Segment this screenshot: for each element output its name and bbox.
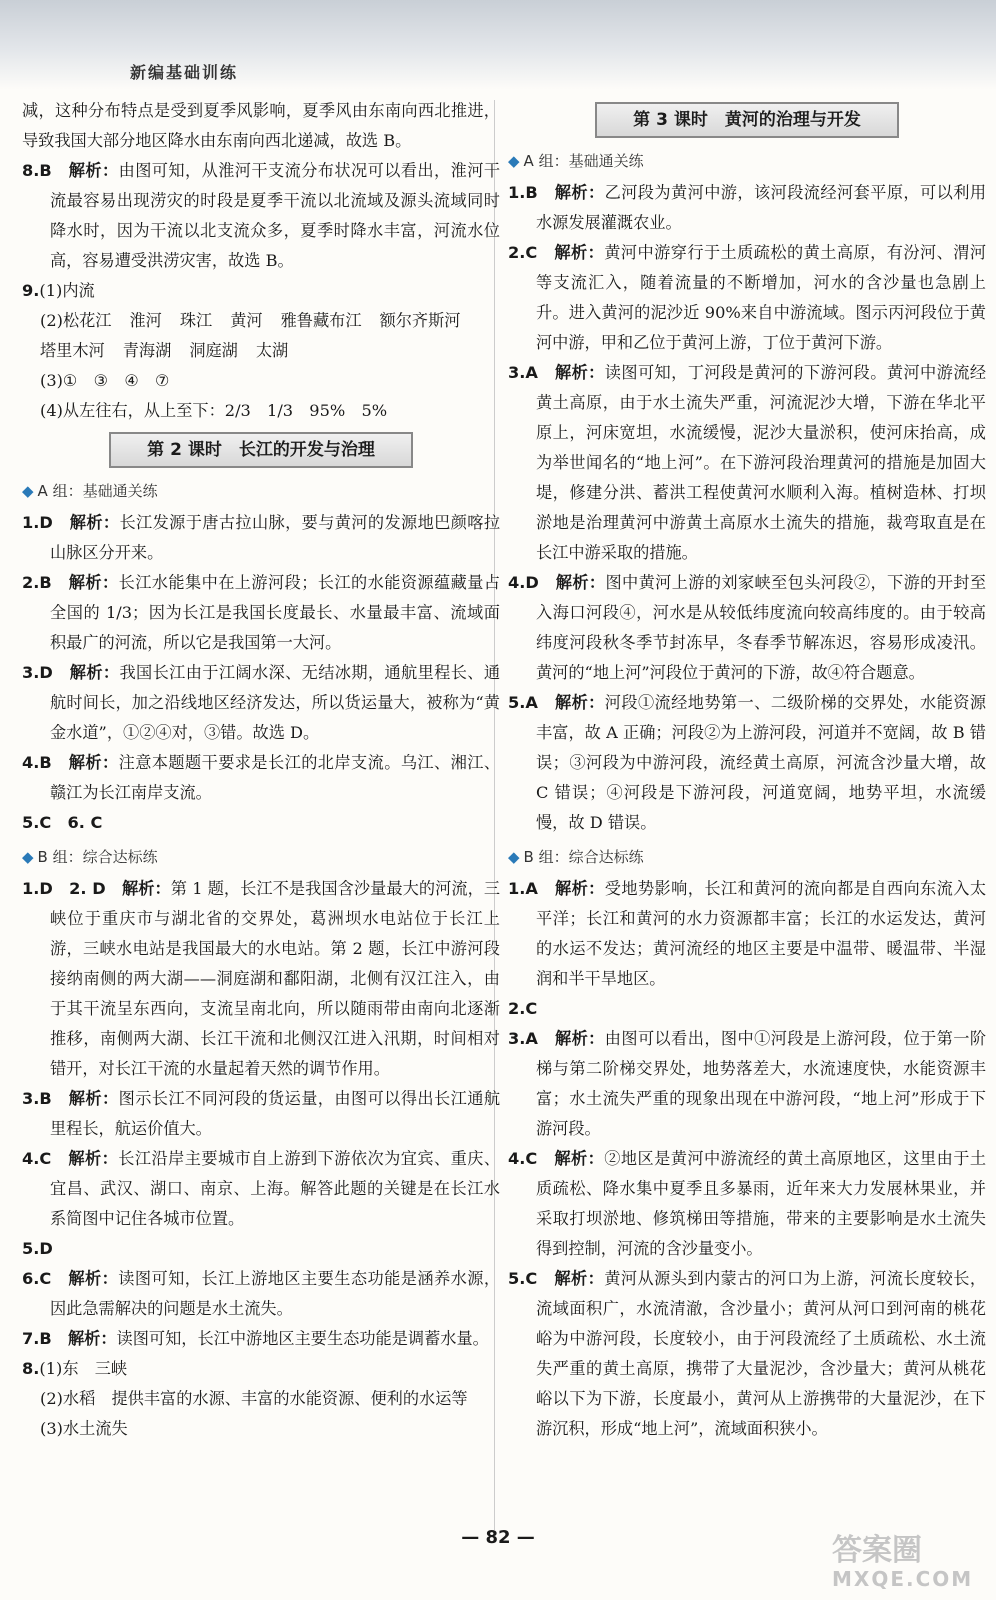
lesson2-b-item-7 bbox=[22, 1324, 500, 1354]
item-number: 4. bbox=[22, 753, 40, 772]
item-answer: D bbox=[39, 663, 53, 682]
item-number: 4. bbox=[508, 1149, 526, 1168]
diamond-icon: ◆ bbox=[22, 848, 34, 866]
analysis-label: 解析： bbox=[122, 879, 171, 898]
page-number: — 82 — bbox=[461, 1527, 535, 1548]
analysis-text: 注意本题题干要求是长江的北岸支流。乌江、湘江、赣江为长江南岸支流。 bbox=[50, 753, 501, 802]
group-a-heading bbox=[22, 476, 500, 506]
item-answer: B bbox=[39, 753, 52, 772]
watermark-logo-text: 答案圈 bbox=[832, 1533, 922, 1568]
intro-paragraph: 减，这种分布特点是受到夏季风影响，夏季风由东南向西北推进，导致我国大部分地区降水由东南向西北递减，故选 B。 bbox=[22, 101, 500, 150]
analysis-label: 解析： bbox=[554, 1269, 605, 1288]
item-number: 8. bbox=[22, 161, 40, 180]
lesson3-a-item-1 bbox=[508, 178, 986, 238]
lesson3-a-item-2 bbox=[508, 238, 986, 358]
item-number: 5. bbox=[508, 693, 526, 712]
item-number: 1. bbox=[22, 513, 40, 532]
analysis-label: 解析： bbox=[554, 243, 605, 262]
diamond-icon: ◆ bbox=[508, 152, 520, 170]
item-number: 3. bbox=[22, 1089, 40, 1108]
item-number: 1. bbox=[22, 879, 40, 898]
item-9-part-3: (3)① ③ ④ ⑦ bbox=[40, 371, 170, 390]
item-number: 2. bbox=[22, 573, 40, 592]
lesson2-b-item-3 bbox=[22, 1084, 500, 1144]
group-a-heading bbox=[508, 146, 986, 176]
lake-name: 太湖 bbox=[255, 341, 289, 360]
lesson2-b-item-1-2 bbox=[22, 874, 500, 1084]
item-number: 5. bbox=[22, 813, 40, 832]
item-answer: A bbox=[525, 1029, 538, 1048]
analysis-label: 解析： bbox=[68, 161, 119, 180]
analysis-text: 长江水能集中在上游河段；长江的水能资源蕴藏量占全国的 1/3；因为长江是我国长度最长、水量最丰富、流域面积最广的河流，所以它是我国第一大河。 bbox=[50, 573, 501, 652]
group-b-heading bbox=[22, 842, 500, 872]
item-9-part-2 bbox=[22, 306, 500, 366]
lesson3-b-item-2 bbox=[508, 994, 986, 1024]
lesson3-b-item-3 bbox=[508, 1024, 986, 1144]
lesson3-b-item-5 bbox=[508, 1264, 986, 1444]
analysis-text: 河段①流经地势第一、二级阶梯的交界处，水能资源丰富，故 A 正确；河段②为上游河段，河道并不宽阔，故 B 错误；③河段为中游河段，流经黄土高原，河流含沙量大增，故 C 错误；④河段是下游河段，河道宽阔，地势平坦，水流缓慢，故 D 错误。 bbox=[536, 693, 987, 832]
item-number: 2. bbox=[508, 243, 526, 262]
lesson2-a-item-4 bbox=[22, 748, 500, 808]
analysis-text: 读图可知，长江上游地区主要生态功能是涵养水源，因此急需解决的问题是水土流失。 bbox=[50, 1269, 501, 1318]
river-name: 松花江 bbox=[62, 311, 112, 330]
lesson-2-title: 第 2 课时 长江的开发与治理 bbox=[109, 432, 413, 468]
lesson2-b-item-8 bbox=[22, 1354, 500, 1384]
river-name: 淮河 bbox=[129, 311, 162, 330]
analysis-label: 解析： bbox=[68, 753, 119, 772]
analysis-text: 读图可知，丁河段是黄河的下游河段。黄河中游流经黄土高原，由于水土流失严重，河流泥沙大增，下游在华北平原上，河床宽坦，水流缓慢，泥沙大量淤积，使河床抬高，成为举世闻名的“地上河”。在下游河段治理黄河的措施是加固大堤，修建分洪、蓄洪工程使黄河水顺利入海。植树造林、打坝淤地是治理黄河中游黄土高原水土流失的措施，裁弯取直是在长江中游采取的措施。 bbox=[536, 363, 987, 562]
analysis-text: 第 1 题，长江不是我国含沙量最大的河流，三峡位于重庆市与湖北省的交界处，葛洲坝水电站位于长江上游，三峡水电站是我国最大的水电站。第 2 题，长江中游河段接纳南侧的两大湖——洞庭湖和鄱阳湖，北侧有汉江注入，由于其干流呈东西向，支流呈南北向，所以随雨带由南向北逐渐推移，南侧两大湖、长江干流和北侧汉江进入汛期，时间相对错开，对长江干流的水量起着天然的调节作用。 bbox=[50, 879, 501, 1078]
analysis-label: 解析： bbox=[554, 363, 605, 382]
river-name: 黄河 bbox=[230, 311, 263, 330]
analysis-label: 解析： bbox=[554, 183, 605, 202]
item-answer: B bbox=[39, 1329, 52, 1348]
analysis-text: 图中黄河上游的刘家峡至包头河段②，下游的开封至入海口河段④，河水是从较低纬度流向较高纬度的。由于较高纬度河段秋冬季节封冻早，冬春季节解冻迟，容易形成凌汛。黄河的“地上河”河段位于黄河的下游，故④符合题意。 bbox=[536, 573, 987, 682]
analysis-text: 图示长江不同河段的货运量，由图可以得出长江通航里程长，航运价值大。 bbox=[50, 1089, 501, 1138]
item-answer: C bbox=[39, 1149, 52, 1168]
analysis-text: 我国长江由于江阔水深、无结冰期，通航里程长、通航时间长，加之沿线地区经济发达，所以货运量大，被称为“黄金水道”，①②④对，③错。故选 D。 bbox=[50, 663, 501, 742]
watermark-url: MXQE.COM bbox=[832, 1567, 974, 1591]
item-number: 7. bbox=[22, 1329, 40, 1348]
item-number: 1. bbox=[508, 183, 526, 202]
analysis-label: 解析： bbox=[69, 663, 120, 682]
item-answer: C bbox=[525, 999, 538, 1018]
lesson2-b-item-5 bbox=[22, 1234, 500, 1264]
analysis-text: 乙河段为黄河中游，该河段流经河套平原，可以利用水源发展灌溉农业。 bbox=[536, 183, 987, 232]
group-label: A 组：基础通关练 bbox=[37, 482, 158, 500]
item-answer: B bbox=[525, 183, 538, 202]
analysis-text: 黄河中游穿行于土质疏松的黄土高原，有汾河、渭河等支流汇入，随着流量的不断增加，河水的含沙量也急剧上升。进入黄河的泥沙近 90%来自中游流域。图示丙河段位于黄河中游，甲和乙位于黄河上游，丁位于黄河下游。 bbox=[536, 243, 987, 352]
item-answer: C bbox=[525, 243, 538, 262]
lesson2-a-item-1 bbox=[22, 508, 500, 568]
item-9-part-4: (4)从左往右，从上至下：2/3 1/3 95% 5% bbox=[40, 401, 388, 420]
item-number: 3. bbox=[508, 1029, 526, 1048]
item-number: 9. bbox=[22, 281, 40, 300]
item-number: 5. bbox=[508, 1269, 526, 1288]
item-8-part-2: (2)水稻 提供丰富的水源、丰富的水能资源、便利的水运等 bbox=[40, 1389, 468, 1408]
lesson3-a-item-4 bbox=[508, 568, 986, 688]
analysis-text: 长江沿岸主要城市自上游到下游依次为宜宾、重庆、宜昌、武汉、湖口、南京、上海。解答此题的关键是在长江水系简图中记住各城市位置。 bbox=[50, 1149, 501, 1228]
item-answer: B bbox=[39, 1089, 52, 1108]
item-answer: A bbox=[525, 879, 538, 898]
group-b-heading bbox=[508, 842, 986, 872]
lesson3-a-item-3 bbox=[508, 358, 986, 568]
analysis-text: 长江发源于唐古拉山脉，要与黄河的发源地巴颜喀拉山脉区分开来。 bbox=[50, 513, 501, 562]
site-watermark bbox=[832, 1535, 982, 1595]
item-number: 5. bbox=[22, 1239, 40, 1258]
analysis-text: 由图可以看出，图中①河段是上游河段，位于第一阶梯与第二阶梯交界处，地势落差大，水流速度快，水能资源丰富；水土流失严重的现象出现在中游河段，“地上河”形成于下游河段。 bbox=[536, 1029, 987, 1138]
item-answer: A bbox=[525, 363, 538, 382]
diamond-icon: ◆ bbox=[22, 482, 34, 500]
item-answer: C bbox=[525, 1269, 538, 1288]
item-number: 3. bbox=[22, 663, 40, 682]
analysis-text: 由图可知，从淮河干支流分布状况可以看出，淮河干流最容易出现涝灾的时段是夏季干流以北流域及源头流域同时降水时，因为干流以北支流众多，夏季时降水丰富，河流水位高，容易遭受洪涝灾害，故选 B。 bbox=[50, 161, 501, 270]
item-answer: D bbox=[39, 1239, 53, 1258]
right-column bbox=[508, 96, 986, 1444]
item-answer: A bbox=[525, 693, 538, 712]
item-number: 4. bbox=[22, 1149, 40, 1168]
group-label: B 组：综合达标练 bbox=[523, 848, 644, 866]
item-answer: D bbox=[39, 513, 53, 532]
analysis-text: 读图可知，长江中游地区主要生态功能是调蓄水量。 bbox=[116, 1329, 489, 1348]
lesson3-b-item-4 bbox=[508, 1144, 986, 1264]
item-number: 6. bbox=[22, 1269, 40, 1288]
analysis-text: 受地势影响，长江和黄河的流向都是自西向东流入太平洋；长江和黄河的水力资源都丰富；长江的水运发达，黄河的水运不发达；黄河流经的地区主要是中温带、暖温带、半湿润和半干旱地区。 bbox=[536, 879, 987, 988]
lesson2-a-item-5-6 bbox=[22, 808, 500, 838]
answer-item-8 bbox=[22, 156, 500, 276]
item-answer: C 6. C bbox=[39, 813, 103, 832]
river-name: 塔里木河 bbox=[40, 341, 105, 360]
item-answer: C bbox=[39, 1269, 52, 1288]
analysis-label: 解析： bbox=[68, 1269, 119, 1288]
analysis-label: 解析： bbox=[554, 879, 605, 898]
analysis-label: 解析： bbox=[554, 1029, 605, 1048]
analysis-label: 解析： bbox=[68, 1089, 119, 1108]
item-answer: D 2. D bbox=[39, 879, 106, 898]
item-8-part-1: (1)东 三峡 bbox=[39, 1359, 128, 1378]
analysis-label: 解析： bbox=[555, 573, 606, 592]
item-number: 1. bbox=[508, 879, 526, 898]
analysis-label: 解析： bbox=[68, 573, 119, 592]
answer-item-9 bbox=[22, 276, 500, 306]
item-9-part-1: (1)内流 bbox=[39, 281, 95, 300]
analysis-label: 解析： bbox=[67, 1329, 117, 1348]
diamond-icon: ◆ bbox=[508, 848, 520, 866]
lesson2-b-item-6 bbox=[22, 1264, 500, 1324]
part-prefix: (2) bbox=[40, 311, 63, 330]
item-8-part-3: (3)水土流失 bbox=[40, 1419, 128, 1438]
lesson-3-title: 第 3 课时 黄河的治理与开发 bbox=[595, 102, 899, 138]
group-label: B 组：综合达标练 bbox=[37, 848, 158, 866]
item-number: 8. bbox=[22, 1359, 40, 1378]
item-answer: B bbox=[39, 161, 52, 180]
item-number: 2. bbox=[508, 999, 526, 1018]
river-name: 雅鲁藏布江 bbox=[280, 311, 362, 330]
item-number: 4. bbox=[508, 573, 526, 592]
book-series-title: 新编基础训练 bbox=[130, 63, 239, 82]
item-answer: B bbox=[39, 573, 52, 592]
lesson2-b-item-4 bbox=[22, 1144, 500, 1234]
analysis-label: 解析： bbox=[68, 1149, 119, 1168]
river-name: 珠江 bbox=[179, 311, 213, 330]
lesson2-a-item-3 bbox=[22, 658, 500, 748]
analysis-label: 解析： bbox=[554, 693, 605, 712]
lake-name: 洞庭湖 bbox=[189, 341, 238, 360]
analysis-label: 解析： bbox=[554, 1149, 605, 1168]
analysis-text: ②地区是黄河中游流经的黄土高原地区，这里由于土质疏松、降水集中夏季且多暴雨，近年来大力发展林果业，并采取打坝淤地、修筑梯田等措施，带来的主要影响是水土流失得到控制，河流的含沙量变小。 bbox=[536, 1149, 987, 1258]
group-label: A 组：基础通关练 bbox=[523, 152, 644, 170]
river-name: 额尔齐斯河 bbox=[379, 311, 461, 330]
analysis-text: 黄河从源头到内蒙古的河口为上游，河流长度较长，流域面积广，水流清澈，含沙量小；黄河从河口到河南的桃花峪为中游河段，长度较小，由于河段流经了土质疏松、水土流失严重的黄土高原，携带了大量泥沙，含沙量大；黄河从桃花峪以下为下游，长度最小，黄河从上游携带的大量泥沙，在下游沉积，形成“地上河”，流域面积狭小。 bbox=[536, 1269, 987, 1438]
lesson2-a-item-2 bbox=[22, 568, 500, 658]
analysis-label: 解析： bbox=[69, 513, 120, 532]
lesson3-a-item-5 bbox=[508, 688, 986, 838]
item-number: 3. bbox=[508, 363, 526, 382]
lake-name: 青海湖 bbox=[122, 341, 172, 360]
left-column bbox=[22, 96, 500, 1444]
item-answer: C bbox=[525, 1149, 538, 1168]
item-answer: D bbox=[525, 573, 539, 592]
lesson3-b-item-1 bbox=[508, 874, 986, 994]
